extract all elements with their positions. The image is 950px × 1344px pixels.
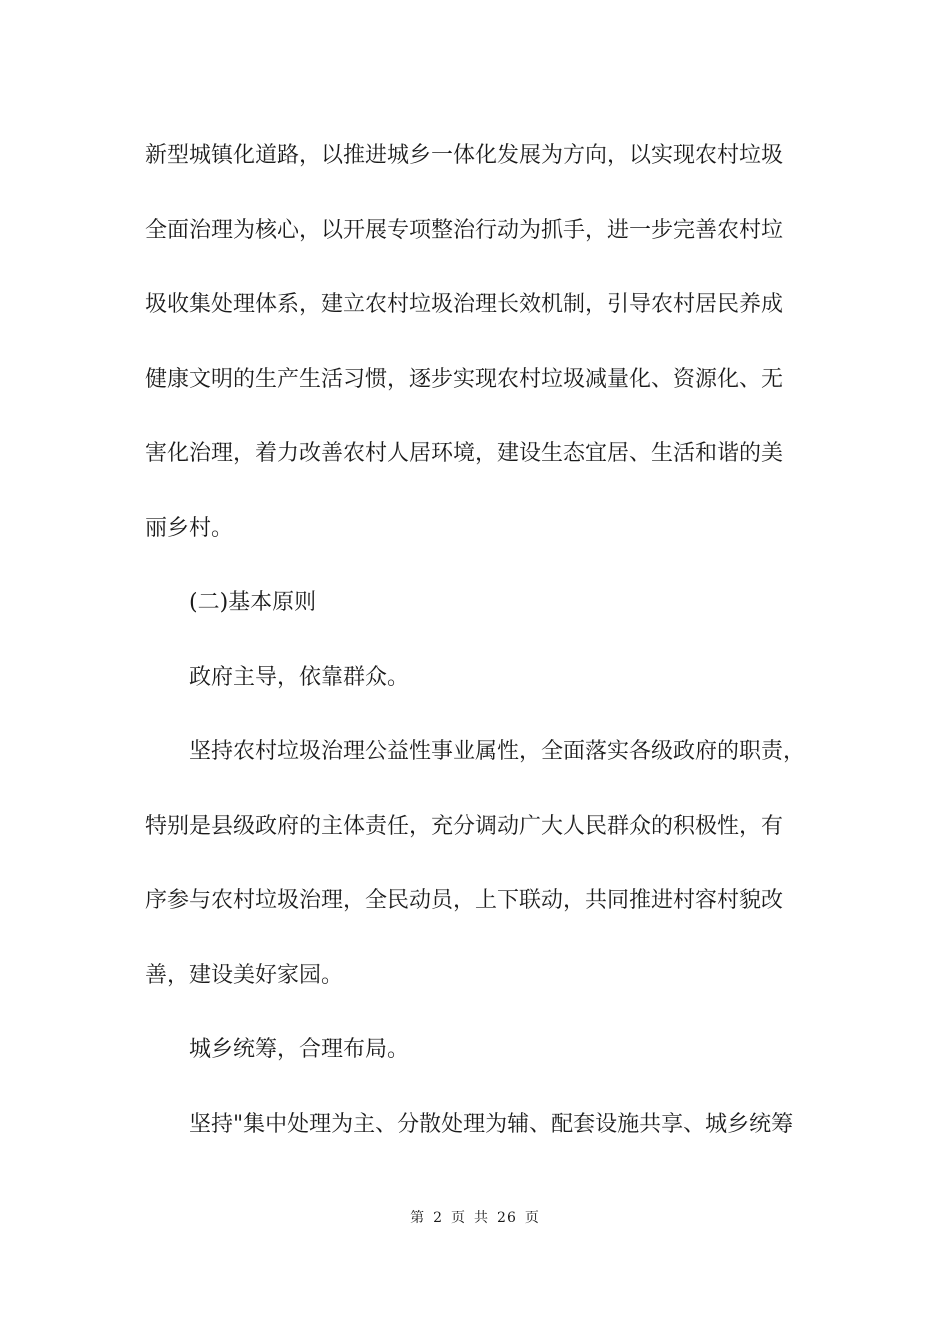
footer-suffix: 页 (524, 1210, 540, 1226)
document-body (145, 134, 825, 1177)
footer-total-label: 共 (474, 1210, 490, 1226)
paragraph-line: 全面治理为核心，以开展专项整治行动为抓手，进一步完善农村垃 (145, 217, 784, 243)
paragraph-line: 序参与农村垃圾治理，全民动员，上下联动，共同推进村容村貌改 (145, 888, 784, 913)
paragraph-line: 圾收集处理体系，建立农村垃圾治理长效机制，引导农村居民养成 (145, 292, 784, 317)
paragraph-line: 新型城镇化道路，以推进城乡一体化发展为方向，以实现农村垃圾 (145, 143, 784, 168)
principle-heading: 城乡统筹，合理布局。 (189, 1037, 410, 1062)
paragraph-line: 健康文明的生产生活习惯，逐步实现农村垃圾减量化、资源化、无 (145, 366, 784, 392)
paragraph-line: 善，建设美好家园。 (145, 962, 344, 988)
paragraph-line: 害化治理，着力改善农村人居环境，建设生态宜居、生活和谐的美 (145, 441, 784, 466)
total-pages-number: 26 (497, 1210, 517, 1226)
current-page-number: 2 (433, 1210, 444, 1226)
page-footer (0, 1207, 950, 1227)
paragraph-line: 坚持农村垃圾治理公益性事业属性，全面落实各级政府的职责， (189, 739, 806, 764)
paragraph-line: 坚持"集中处理为主、分散处理为辅、配套设施共享、城乡统筹 (189, 1111, 794, 1137)
paragraph-line: 特别是县级政府的主体责任，充分调动广大人民群众的积极性，有 (145, 813, 784, 839)
principle-heading: 政府主导，依靠群众。 (189, 664, 410, 690)
footer-prefix: 第 (410, 1210, 426, 1226)
footer-page-label: 页 (451, 1210, 467, 1226)
paragraph-line: 丽乡村。 (145, 515, 234, 541)
section-heading: (二)基本原则 (189, 590, 317, 615)
